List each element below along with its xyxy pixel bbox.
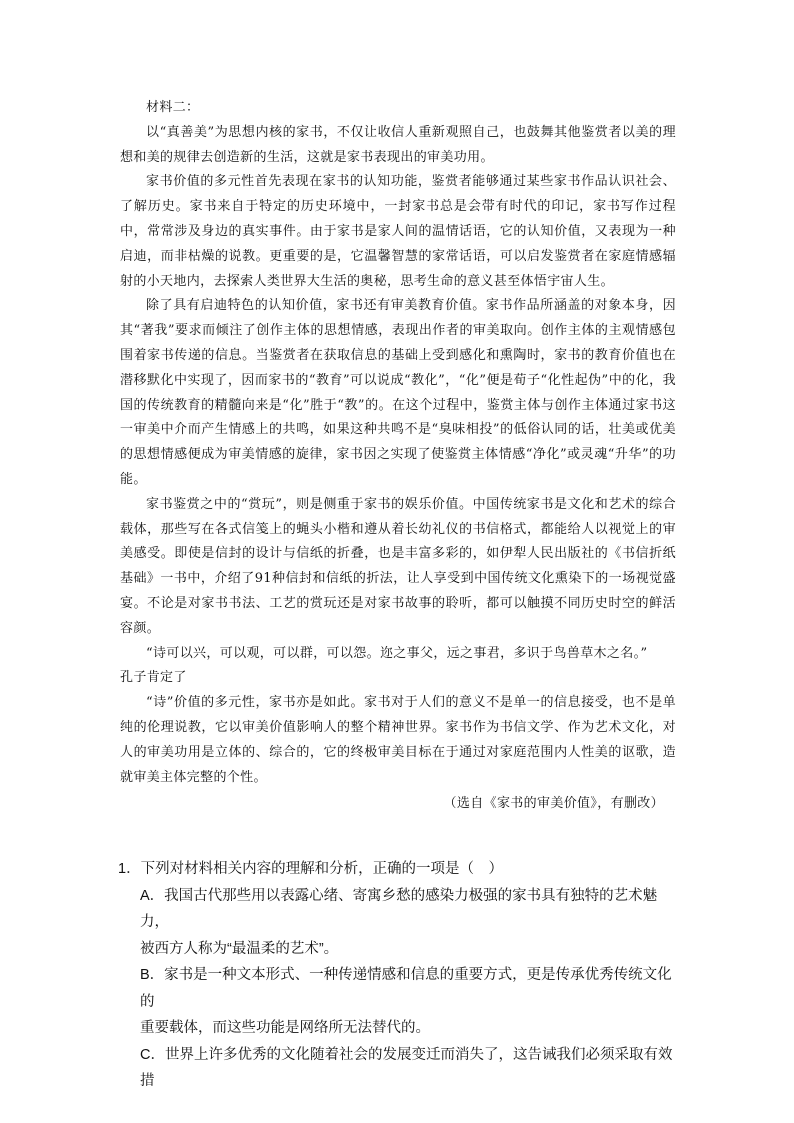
passage-quote-attribution: 孔子肯定了 [120,670,187,686]
passage-source: （选自《家书的审美价值》，有删改） [443,796,664,812]
question-block [118,856,678,1095]
option-a-line1: A．我国古代那些用以表露心绪、寄寓乡愁的感染力极强的家书具有独特的艺术魅力， [140,887,658,930]
option-a-line2: 被西方人称为“最温柔的艺术”。 [140,940,339,957]
passage-paragraph: “诗”价值的多元性，家书亦是如此。家书对于人们的意义不是单一的信息接受，也不是单纯的伦理说教，它以审美价值影响人的整个精神世界。家书作为书信文学、作为艺术文化，对人的审美功用是立体的、综合的，它的终极审美目标在于通过对家庭范围内人性美的讴歌，造就审美主体完整的个性。 [120,695,676,785]
passage-paragraph: 家书价值的多元性首先表现在家书的认知功能，鉴赏者能够通过某些家书作品认识社会、了解历史。家书来自于特定的历史环境中，一封家书总是会带有时代的印记，家书写作过程中，常常涉及身边的真实事件。由于家书是家人间的温情话语，它的认知价值，又表现为一种启迪，而非枯燥的说教。更重要的是，它温馨智慧的家常话语，可以启发鉴赏者在家庭情感辐射的小天地内，去探索人类世界大生活的奥秘，思考生命的意义甚至体悟宇宙人生。 [120,174,676,289]
option-b-line2: 重要载体，而这些功能是网络所无法替代的。 [140,1020,430,1036]
passage-paragraph: 以“真善美”为思想内核的家书，不仅让收信人重新观照自己，也鼓舞其他鉴赏者以美的理想和美的规律去创造新的生活，这就是家书表现出的审美功用。 [120,124,676,165]
option-b-line1: B．家书是一种文本形式、一种传递情感和信息的重要方式，更是传承优秀传统文化的 [140,967,672,1010]
material-two-passage [120,96,676,817]
material-heading: 材料二： [146,100,200,115]
passage-paragraph: 除了具有启迪特色的认知价值，家书还有审美教育价值。家书作品所涵盖的对象本身，因其“著我”要求而倾注了创作主体的思想情感，表现出作者的审美取向。创作主体的主观情感包围着家书传递的信息。当鉴赏者在获取信息的基础上受到感化和熏陶时，家书的教育价值也在潜移默化中实现了，因而家书的“教育”可以说成“教化”，“化”便是荀子“化性起伪”中的化，我国的传统教育的精髓向来是“化”胜于“教”的。在这个过程中，鉴赏主体与创作主体通过家书这一审美中介而产生情感上的共鸣，如果这种共鸣不是“臭味相投”的低俗认同的话，壮美或优美的思想情感便成为审美情感的旋律，家书因之实现了使鉴赏主体情感“净化”或灵魂“升华”的功能。 [120,298,676,487]
question-stem: 1．下列对材料相关内容的理解和分析，正确的一项是（ ） [118,861,504,877]
passage-paragraph: 家书鉴赏之中的“赏玩”，则是侧重于家书的娱乐价值。中国传统家书是文化和艺术的综合载体，那些写在各式信笺上的蝇头小楷和遵从着长幼礼仪的书信格式，都能给人以视觉上的审美感受。即使是信封的设计与信纸的折叠，也是丰富多彩的，如伊犁人民出版社的《书信折纸基础》一书中，介绍了91种信封和信纸的折法，让人享受到中国传统文化熏染下的一场视觉盛宴。不论是对家书书法、工艺的赏玩还是对家书故事的聆听，都可以触摸不同历史时空的鲜活容颜。 [120,496,676,636]
passage-quote: “诗可以兴，可以观，可以群，可以怨。迩之事父，远之事君，多识于鸟兽草木之名。” [146,645,648,661]
option-c-line1: C．世界上许多优秀的文化随着社会的发展变迁而消失了，这告诫我们必须采取有效措 [140,1046,673,1089]
